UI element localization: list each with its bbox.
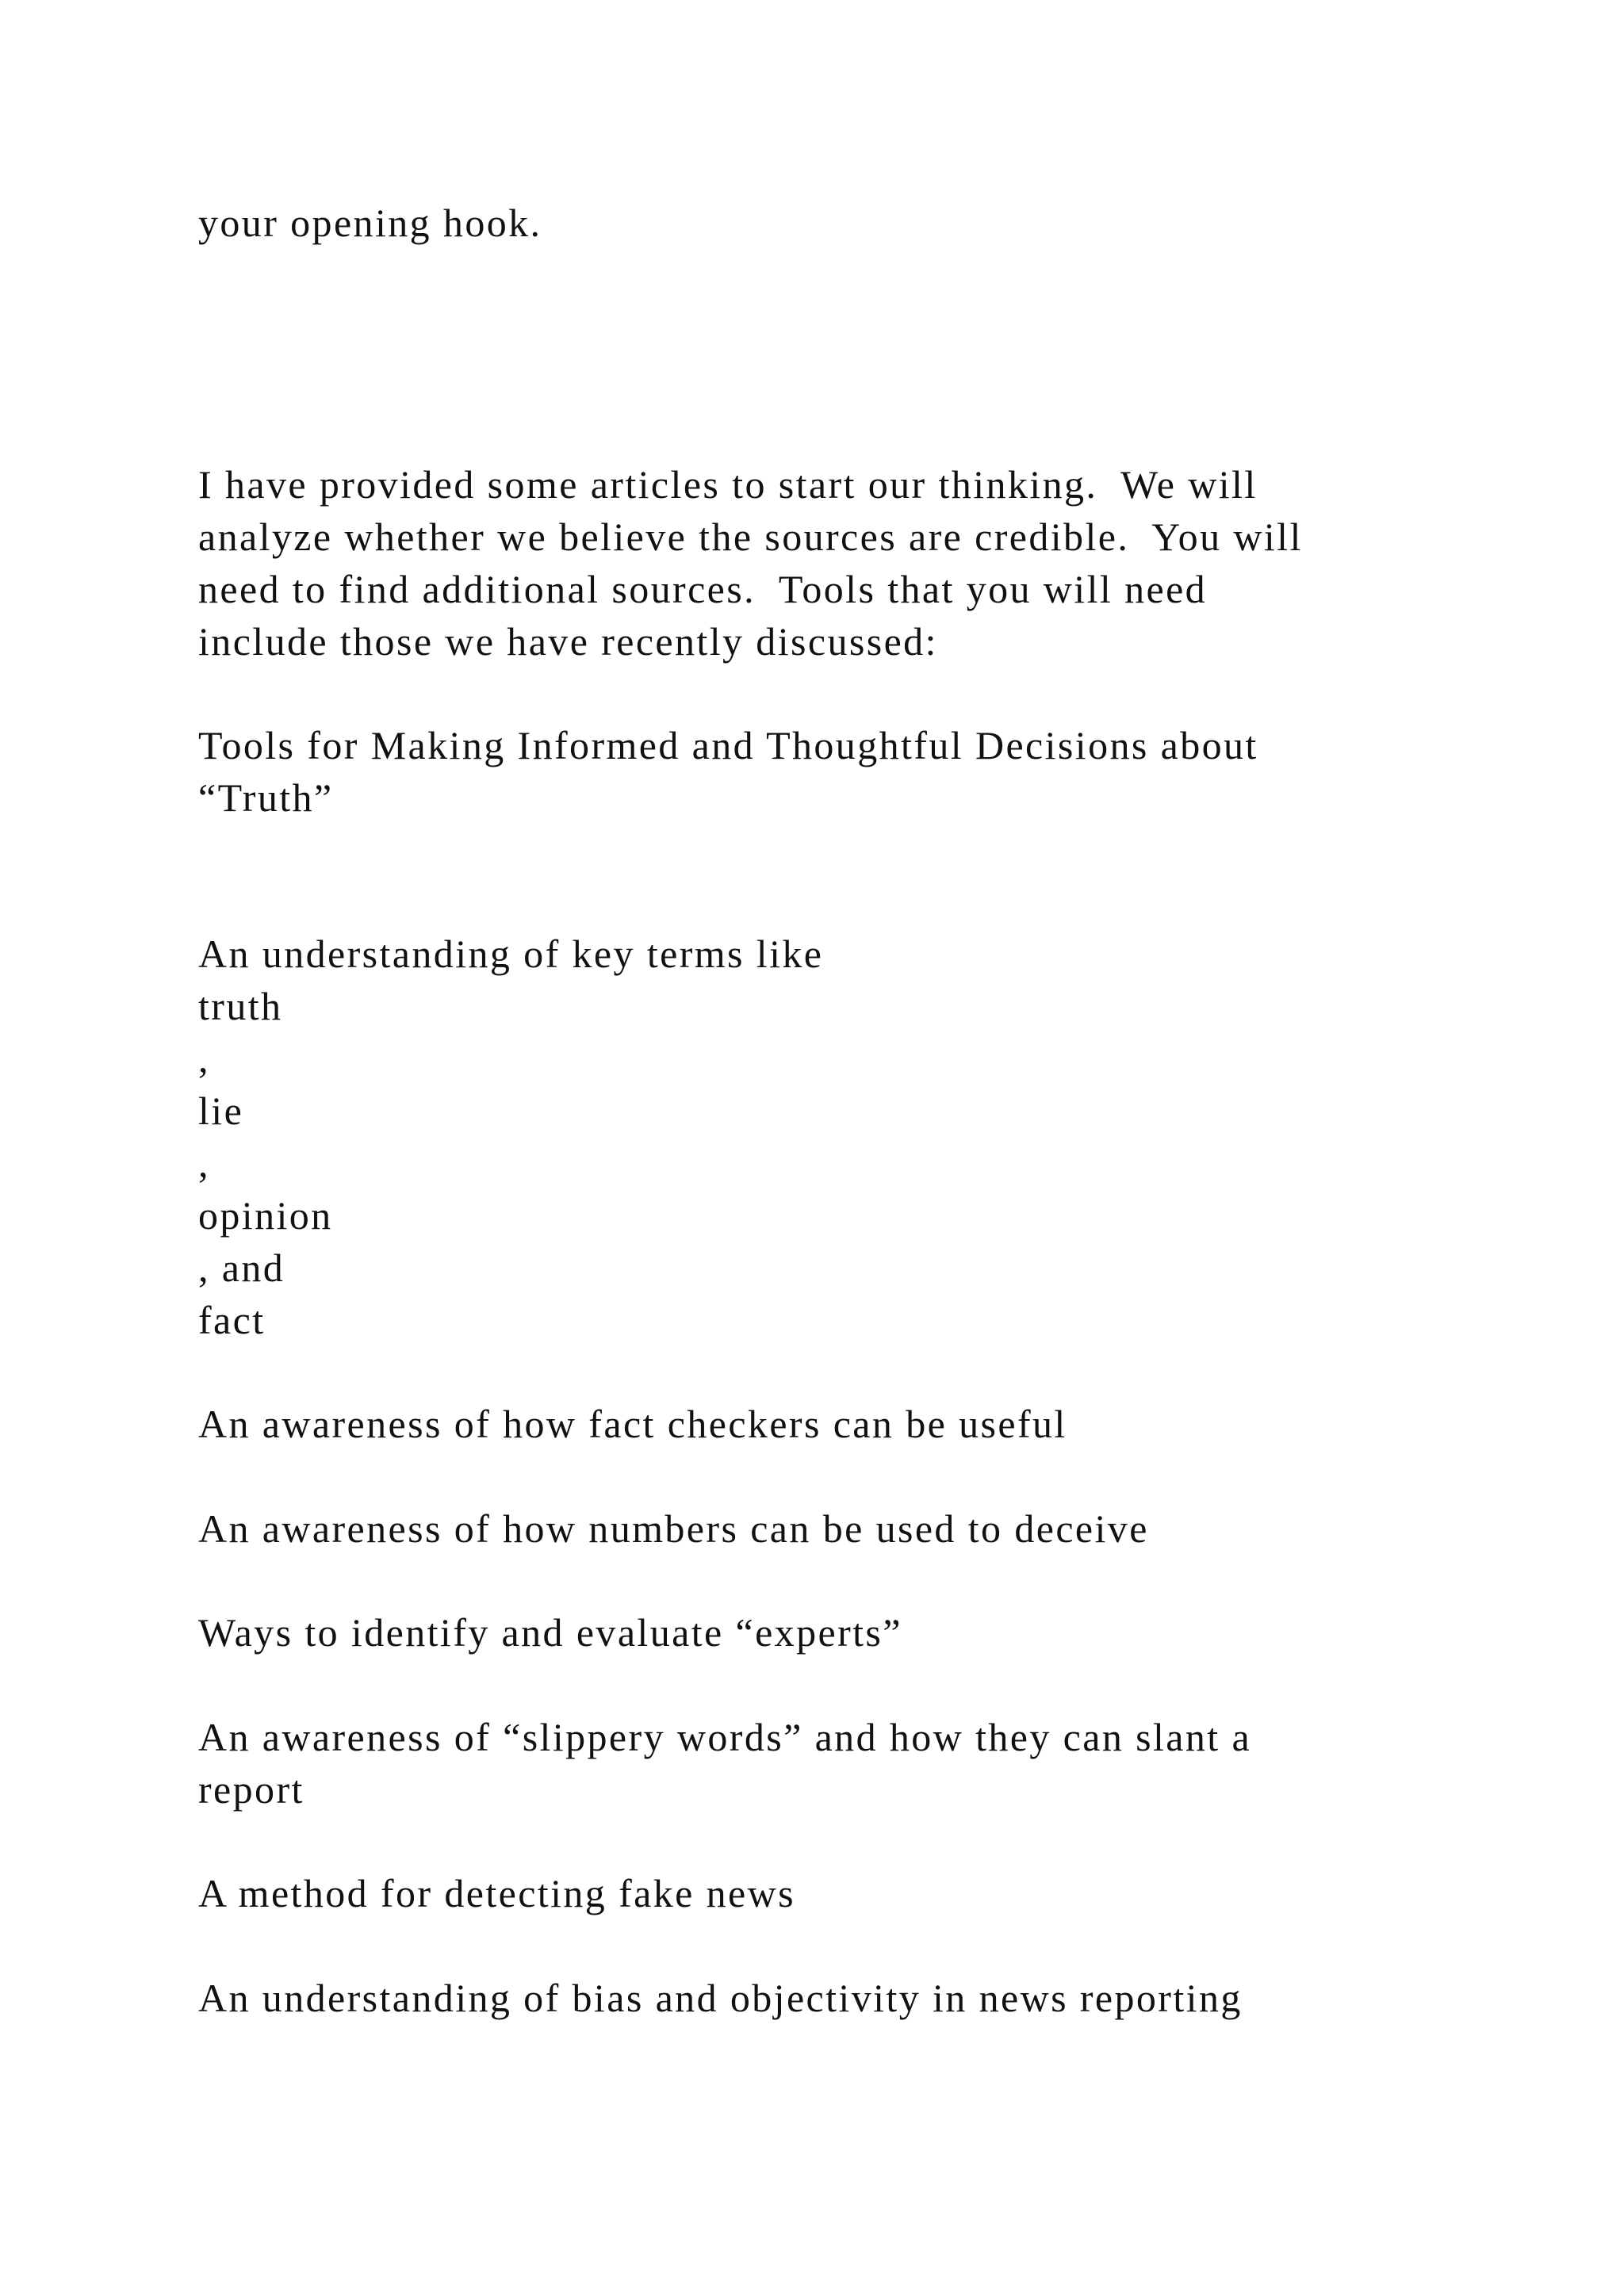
tools-heading-line-1: Tools for Making Informed and Thoughtful Decisions about: [198, 723, 1258, 767]
tool-item: An awareness of “slippery words” and how they can slant a: [198, 1715, 1252, 1759]
tool-item: An understanding of bias and objectivity in news reporting: [198, 1976, 1243, 2020]
tools-heading-line-2: “Truth”: [198, 775, 334, 820]
tool-item: An awareness of how numbers can be used to deceive: [198, 1506, 1149, 1551]
hook-line: your opening hook.: [198, 201, 542, 245]
key-term-lie: lie: [198, 1089, 244, 1133]
tool-item: A method for detecting fake news: [198, 1871, 795, 1915]
intro-line-4: include those we have recently discussed:: [198, 619, 938, 664]
key-term-separator: ,: [198, 1141, 210, 1185]
intro-line-3: need to find additional sources. Tools that you will need: [198, 567, 1208, 611]
key-term-opinion: opinion: [198, 1193, 333, 1238]
tool-item: An awareness of how fact checkers can be useful: [198, 1402, 1067, 1446]
intro-line-2: analyze whether we believe the sources are credible. You will: [198, 515, 1303, 559]
tool-item-continuation: report: [198, 1767, 304, 1812]
key-terms-intro: An understanding of key terms like: [198, 932, 824, 976]
intro-line-1: I have provided some articles to start our thinking. We will: [198, 462, 1258, 507]
key-term-truth: truth: [198, 984, 283, 1028]
key-term-separator: , and: [198, 1246, 285, 1290]
key-term-separator: ,: [198, 1036, 210, 1081]
tool-item: Ways to identify and evaluate “experts”: [198, 1610, 902, 1655]
key-term-fact: fact: [198, 1298, 266, 1342]
